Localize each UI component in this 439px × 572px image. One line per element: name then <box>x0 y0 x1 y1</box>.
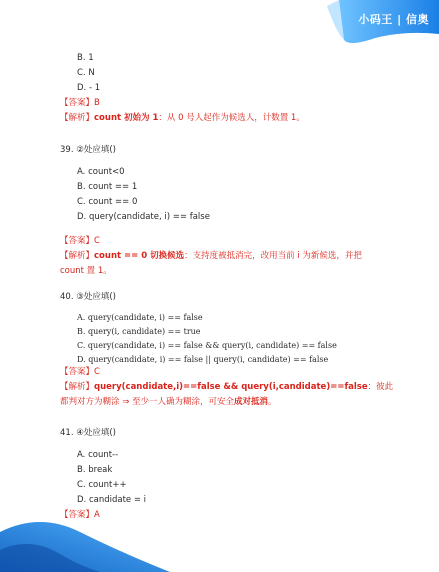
q40-option-d: D. query(candidate, i) == false || query(i, candidate) == false <box>77 355 329 364</box>
q40-option-a: A. query(candidate, i) == false <box>77 313 203 322</box>
q41-option-a: A. count-- <box>77 450 119 460</box>
q40-analysis-text2b: 。 <box>268 397 277 407</box>
q39-answer: 【答案】C <box>60 236 100 246</box>
q39-title: 39. ②处应填() <box>60 145 116 155</box>
q39-analysis-text: ：支持度被抵消完，改用当前 i 为新候选，并把 <box>184 251 362 261</box>
q40-analysis-line2 <box>60 397 277 408</box>
q40-analysis-bold: query(candidate,i)==false && query(i,candidate)==false <box>94 382 368 392</box>
q40-analysis-text2a: 都判对方为糊涂 ⇒ 至少一人确为糊涂，可安全 <box>60 397 235 407</box>
q40-option-c: C. query(candidate, i) == false && query(i, candidate) == false <box>77 341 337 350</box>
q41-title: 41. ④处应填() <box>60 428 116 438</box>
q41-option-c: C. count++ <box>77 480 127 490</box>
q39-analysis-prefix: 【解析】 <box>60 251 95 261</box>
q41-option-d: D. candidate = i <box>77 495 147 505</box>
q40-title: 40. ③处应填() <box>60 292 116 302</box>
q38-option-b: B. 1 <box>77 53 94 63</box>
q38-option-d: D. - 1 <box>77 83 101 93</box>
brand-logo-text: 小码王 | 信奥 <box>358 13 429 26</box>
q39-option-b: B. count == 1 <box>77 182 138 192</box>
q39-option-a: A. count<0 <box>77 167 125 177</box>
q38-analysis-bold: count 初始为 1 <box>94 113 159 123</box>
q40-analysis <box>60 382 393 393</box>
q40-analysis-text: ：彼此 <box>367 382 394 392</box>
q40-analysis-prefix: 【解析】 <box>60 382 95 392</box>
q41-answer: 【答案】A <box>60 510 100 520</box>
q41-option-b: B. break <box>77 465 113 475</box>
q38-option-c: C. N <box>77 68 95 78</box>
q40-answer: 【答案】C <box>60 367 100 377</box>
q39-option-c: C. count == 0 <box>77 197 138 207</box>
q39-option-d: D. query(candidate, i) == false <box>77 212 210 222</box>
q40-option-b: B. query(i, candidate) == true <box>77 327 201 336</box>
q38-analysis <box>60 113 305 124</box>
q38-analysis-text: ：从 0 号人起作为候选人，计数置 1。 <box>158 113 305 123</box>
q39-analysis <box>60 251 362 262</box>
q39-analysis-line2: count 置 1。 <box>60 266 112 276</box>
q39-analysis-bold: count == 0 切换候选 <box>94 251 185 261</box>
q40-analysis-bold2: 成对抵消 <box>234 397 269 407</box>
q38-answer: 【答案】B <box>60 98 100 108</box>
q38-analysis-prefix: 【解析】 <box>60 113 95 123</box>
brand-banner <box>319 0 439 48</box>
